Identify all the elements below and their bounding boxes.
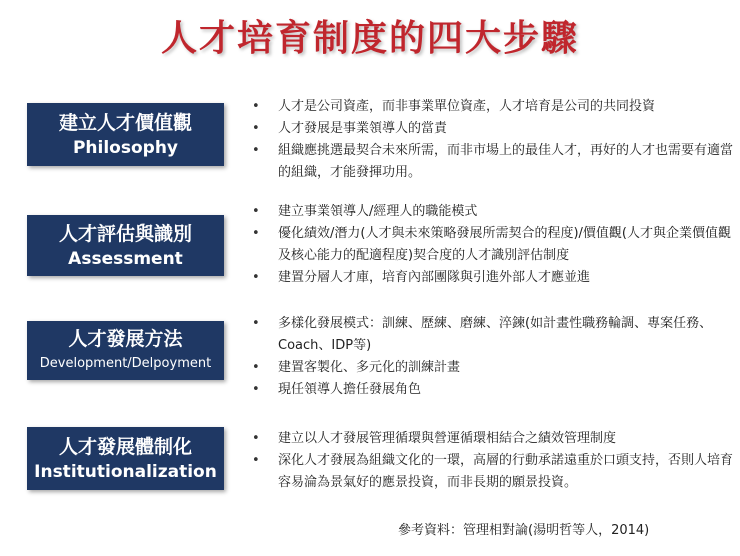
- step-title-zh: 人才發展方法: [68, 327, 183, 350]
- step-title-zh: 人才評估與識別: [58, 222, 192, 245]
- step-title-en: Philosophy: [72, 137, 179, 158]
- step-title-en: Institutionalization: [34, 461, 217, 482]
- step-box-assessment: [27, 215, 224, 276]
- step-title-zh: 建立人才價值觀: [58, 111, 192, 134]
- bullet-item: • 優化績效/潛力(人才與未來策略發展所需契合的程度)/價值觀(人才與企業價值觀及核心能力的配適程度)契合度的人才識別評估制度: [252, 223, 737, 267]
- bullet-item: • 多樣化發展模式：訓練、歷練、磨練、淬鍊(如計畫性職務輪調、專案任務、Coach、IDP等): [252, 313, 737, 357]
- bullet-item: • 人才發展是事業領導人的當責: [252, 118, 737, 140]
- step-box-development: [27, 321, 224, 380]
- step-title-en: Development/Delpoyment: [39, 355, 212, 371]
- step-box-institutionalization: [27, 427, 224, 490]
- step-bullets-philosophy: [252, 96, 737, 184]
- step-box-philosophy: [27, 103, 224, 166]
- reference-note: 參考資料：管理相對論(湯明哲等人，2014): [398, 523, 650, 538]
- bullet-item: • 人才是公司資產，而非事業單位資產，人才培育是公司的共同投資: [252, 96, 737, 118]
- bullet-item: • 深化人才發展為組織文化的一環，高層的行動承諾遠重於口頭支持，否則人培育容易淪為景氣好的應景投資，而非長期的願景投資。: [252, 450, 737, 494]
- page-title: 人才培育制度的四大步驟: [160, 18, 579, 59]
- step-bullets-development: [252, 313, 737, 401]
- step-bullets-assessment: [252, 201, 737, 289]
- bullet-item: • 建立事業領導人/經理人的職能模式: [252, 201, 737, 223]
- step-title-en: Assessment: [68, 248, 183, 269]
- step-bullets-institutionalization: [252, 428, 737, 494]
- bullet-item: • 建置客製化、多元化的訓練計畫: [252, 357, 737, 379]
- bullet-item: • 建置分層人才庫，培育內部團隊與引進外部人才應並進: [252, 267, 737, 289]
- bullet-item: • 現任領導人擔任發展角色: [252, 379, 737, 401]
- bullet-item: • 建立以人才發展管理循環與營運循環相結合之績效管理制度: [252, 428, 737, 450]
- step-title-zh: 人才發展體制化: [58, 435, 192, 458]
- bullet-item: • 組織應挑選最契合未來所需，而非市場上的最佳人才，再好的人才也需要有適當的組織，才能發揮功用。: [252, 140, 737, 184]
